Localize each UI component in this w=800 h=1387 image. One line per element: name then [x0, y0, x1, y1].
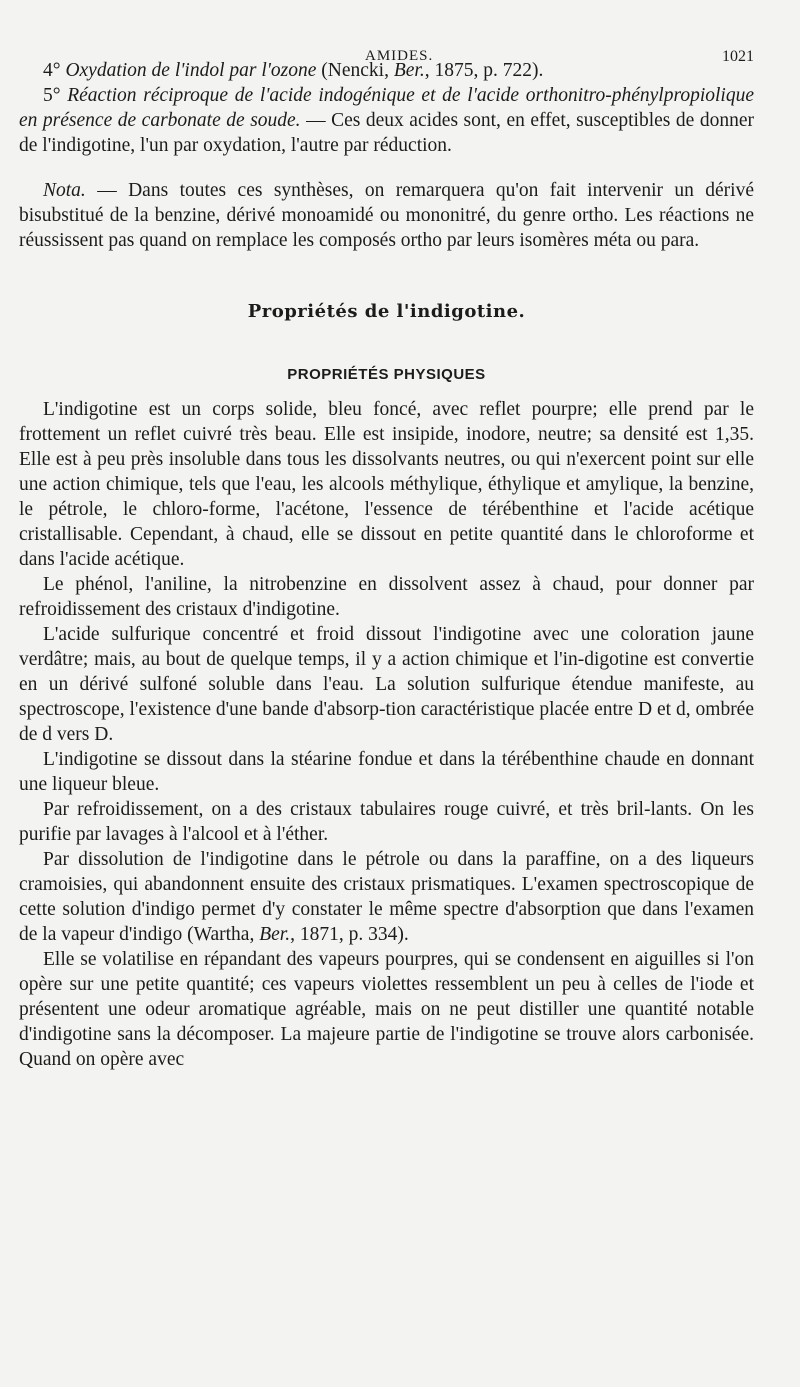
- item-4-journal: Ber.: [393, 60, 425, 81]
- page-header: [19, 0, 754, 65]
- item-4-label: 4°: [43, 60, 66, 81]
- item-4-ref: (Nencki,: [316, 60, 394, 81]
- item-4-title: Oxydation de l'indol par l'ozone: [65, 60, 317, 81]
- paragraph-6-journal: Ber.: [259, 924, 291, 945]
- paragraph-4: L'indigotine se dissout dans la stéarine fondue et dans la térébenthine chaude en donnant une liqueur bleue.: [19, 749, 754, 795]
- item-5-text: — Ces deux acides sont, en effet, susceptibles de donner de l'indigotine, l'un par oxydation, l'autre par réduction.: [19, 110, 754, 156]
- running-title: AMIDES.: [365, 48, 434, 64]
- paragraph-7: Elle se volatilise en répandant des vapeurs pourpres, qui se condensent en aiguilles si l'on opère sur une petite quantité; ces vapeurs violettes ressemblent un peu à celles de l'iode et présentent une odeur aromatique agréable, mais on ne peut distiller une quantité notable d'indigotine sans la décomposer. La majeure partie de l'indigotine se trouve alors carbonisée. Quand on opère avec: [19, 949, 754, 1070]
- section-title: Propriétés de l'indigotine.: [247, 301, 526, 322]
- paragraph-6-end: , 1871, p. 334).: [290, 924, 409, 945]
- item-5-label: 5°: [43, 85, 68, 106]
- paragraph-2: Le phénol, l'aniline, la nitrobenzine en dissolvent assez à chaud, pour donner par refroidissement des cristaux d'indigotine.: [19, 574, 754, 620]
- nota-text: — Dans toutes ces synthèses, on remarquera qu'on fait intervenir un dérivé bisubstitué de la benzine, dérivé monoamidé ou mononitré, du genre ortho. Les réactions ne réussissent pas quand on remplace les composés ortho par leurs isomères méta ou para.: [19, 180, 754, 251]
- nota-paragraph: [19, 178, 754, 253]
- paragraph-6-start: Par dissolution de l'indigotine dans le pétrole ou dans la paraffine, on a des liqueurs cramoisies, qui abandonnent ensuite des cristaux prismatiques. L'examen spectroscopique de cette solution d'indigo permet d'y constater le même spectre d'absorption que dans l'examen de la vapeur d'indigo (Wartha,: [19, 849, 754, 945]
- paragraph-1: L'indigotine est un corps solide, bleu foncé, avec reflet pourpre; elle prend par le frottement un reflet cuivré très beau. Elle est insipide, inodore, neutre; sa densité est 1,35. Elle est à peu près insoluble dans tous les dissolvants neutres, ou qui n'exercent point sur elle une action chimique, tels que l'eau, les alcools méthylique, éthylique et amylique, la benzine, le pétrole, le chloro-forme, l'acétone, l'essence de térébenthine et l'acide acétique cristallisable. Cependant, à chaud, elle se dissout en petite quantité dans le chloroforme et dans l'acide acétique.: [19, 399, 754, 570]
- paragraph-5: Par refroidissement, on a des cristaux tabulaires rouge cuivré, et très bril-lants. On les purifie par lavages à l'alcool et à l'éther.: [19, 799, 754, 845]
- item-4-ref-end: , 1875, p. 722).: [424, 60, 544, 81]
- item-5: [19, 83, 754, 158]
- nota-label: Nota.: [43, 180, 86, 201]
- page-number: 1021: [722, 48, 754, 65]
- subsection-title: PROPRIÉTÉS PHYSIQUES: [287, 366, 486, 383]
- item-5-title: Réaction réciproque de l'acide indogénique et de l'acide orthonitro-phénylpropiolique en présence de carbonate de soude.: [19, 85, 754, 131]
- paragraph-3: L'acide sulfurique concentré et froid dissout l'indigotine avec une coloration jaune verdâtre; mais, au bout de quelque temps, il y a action chimique et l'in-digotine est convertie en un dérivé sulfoné soluble dans l'eau. La solution sulfurique étendue manifeste, au spectroscope, l'existence d'une bande d'absorp-tion caractéristique placée entre D et d, ombrée de d vers D.: [19, 624, 754, 745]
- paragraph-6: [19, 847, 754, 947]
